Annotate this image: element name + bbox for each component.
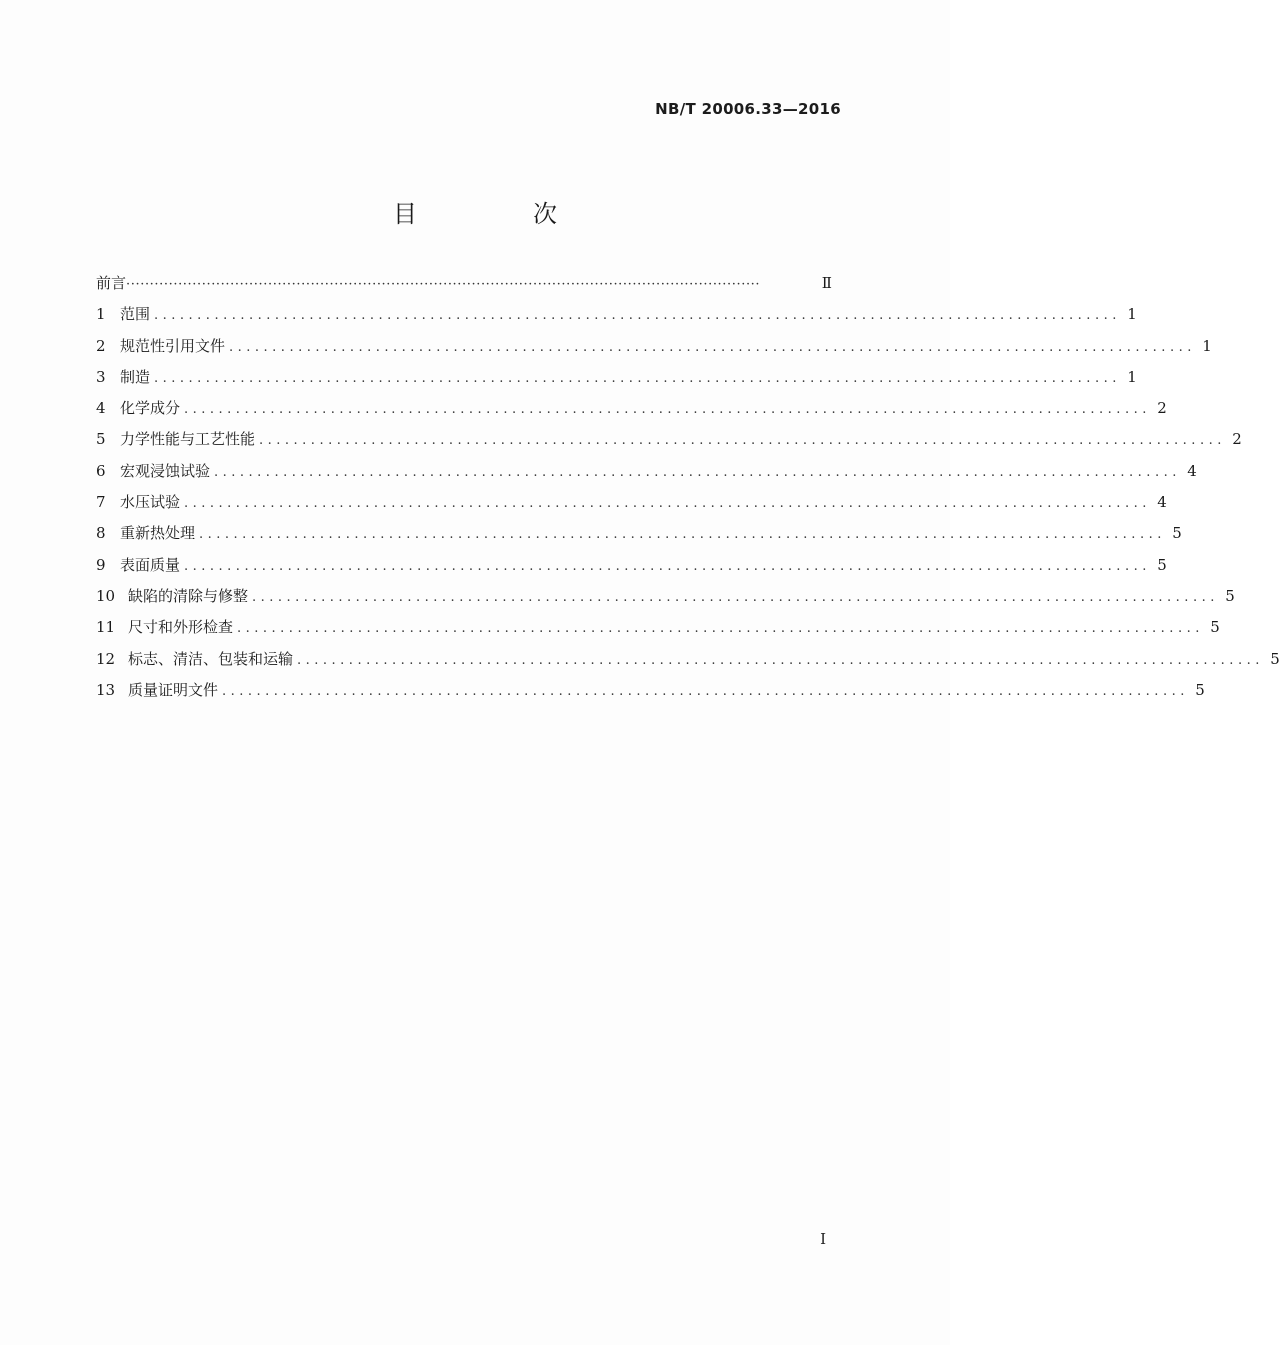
toc-entry-page: 5 bbox=[1195, 680, 1205, 699]
toc-entry-label: 范围 bbox=[120, 305, 151, 324]
toc-entry-page: 2 bbox=[1157, 399, 1167, 418]
toc-entry-page: 2 bbox=[1232, 430, 1242, 449]
toc-entry-label: 水压试验 bbox=[120, 493, 181, 512]
toc-leader-dots: ······································································································································ bbox=[126, 277, 761, 292]
toc-leader-dots: ................................................................................................................ bbox=[154, 370, 1121, 386]
toc-leader-dots: ................................................................................................................ bbox=[154, 308, 1121, 324]
toc-entry-label: 力学性能与工艺性能 bbox=[120, 430, 256, 449]
toc-entry[interactable] bbox=[96, 616, 1220, 647]
toc-entry-page: 1 bbox=[1127, 305, 1137, 324]
toc-leader-dots: ................................................................................................................ bbox=[214, 464, 1181, 480]
toc-entry-number: 2 bbox=[96, 336, 106, 355]
toc-entry-page: 1 bbox=[1202, 336, 1212, 355]
toc-leader-dots: ................................................................................................................ bbox=[229, 339, 1196, 355]
page-number: I bbox=[820, 1230, 826, 1248]
toc-entry-number: 3 bbox=[96, 367, 106, 386]
toc-entry-page: 5 bbox=[1172, 524, 1182, 543]
standard-code: NB/T 20006.33—2016 bbox=[655, 100, 841, 118]
toc-entry-page: 5 bbox=[1270, 649, 1280, 668]
toc-entry-label: 化学成分 bbox=[120, 399, 181, 418]
toc-entry[interactable] bbox=[96, 491, 1167, 522]
toc-entry[interactable] bbox=[96, 460, 1197, 491]
toc-leader-dots: ................................................................................................................ bbox=[184, 402, 1151, 418]
toc-entry-page: 5 bbox=[1225, 586, 1235, 605]
toc-leader-dots: ................................................................................................................ bbox=[199, 527, 1166, 543]
toc-entry-page: 5 bbox=[1157, 555, 1167, 574]
toc-leader-dots: ................................................................................................................ bbox=[259, 433, 1226, 449]
toc-leader-dots: ................................................................................................................ bbox=[184, 496, 1151, 512]
toc-entry-foreword[interactable] bbox=[96, 272, 832, 303]
toc-entry-page: 1 bbox=[1127, 367, 1137, 386]
toc-entry-number: 5 bbox=[96, 430, 106, 449]
toc-leader-dots: ................................................................................................................ bbox=[184, 558, 1151, 574]
toc-entry-number: 4 bbox=[96, 399, 106, 418]
toc-entry-number: 6 bbox=[96, 461, 106, 480]
toc-entry-number: 10 bbox=[96, 586, 116, 605]
toc-entry-number: 7 bbox=[96, 493, 106, 512]
toc-entry-label: 前言 bbox=[96, 274, 127, 292]
toc-entry[interactable] bbox=[96, 522, 1182, 553]
toc-leader-dots: ................................................................................................................ bbox=[237, 621, 1204, 637]
toc-entry[interactable] bbox=[96, 397, 1167, 428]
toc-entry-number: 8 bbox=[96, 524, 106, 543]
toc-entry[interactable] bbox=[96, 648, 1280, 679]
toc-entry[interactable] bbox=[96, 679, 1205, 710]
toc-leader-dots: ................................................................................................................ bbox=[297, 652, 1264, 668]
toc-entry-page: 4 bbox=[1157, 493, 1167, 512]
toc-entry-label: 缺陷的清除与修整 bbox=[128, 586, 249, 605]
toc-entry[interactable] bbox=[96, 335, 1212, 366]
page-title: 目 次 bbox=[393, 200, 603, 228]
toc-entry-label: 标志、清洁、包装和运输 bbox=[128, 649, 294, 668]
toc-entry-label: 规范性引用文件 bbox=[120, 336, 226, 355]
toc-leader-dots: ................................................................................................................ bbox=[222, 683, 1189, 699]
toc-entry-number: 13 bbox=[96, 680, 116, 699]
toc-leader-dots: ................................................................................................................ bbox=[252, 589, 1219, 605]
toc-entry-label: 尺寸和外形检查 bbox=[128, 618, 234, 637]
toc-entry[interactable] bbox=[96, 366, 1137, 397]
toc-entry[interactable] bbox=[96, 428, 1242, 459]
toc-entry-number: 11 bbox=[96, 618, 116, 637]
toc-entry[interactable] bbox=[96, 554, 1167, 585]
toc-entry-page: 5 bbox=[1210, 618, 1220, 637]
toc-entry-label: 宏观浸蚀试验 bbox=[120, 461, 211, 480]
toc-entry-number: 9 bbox=[96, 555, 106, 574]
toc-entry[interactable] bbox=[96, 585, 1235, 616]
toc-entry-label: 制造 bbox=[120, 367, 151, 386]
toc-entry-page: 4 bbox=[1187, 461, 1197, 480]
toc-entry[interactable] bbox=[96, 303, 1137, 334]
table-of-contents bbox=[96, 272, 1280, 710]
toc-entry-number: 12 bbox=[96, 649, 116, 668]
toc-entry-number: 1 bbox=[96, 305, 106, 324]
toc-entry-label: 质量证明文件 bbox=[128, 680, 219, 699]
toc-entry-label: 重新热处理 bbox=[120, 524, 196, 543]
toc-entry-label: 表面质量 bbox=[120, 555, 181, 574]
toc-entry-page: Ⅱ bbox=[821, 274, 832, 292]
